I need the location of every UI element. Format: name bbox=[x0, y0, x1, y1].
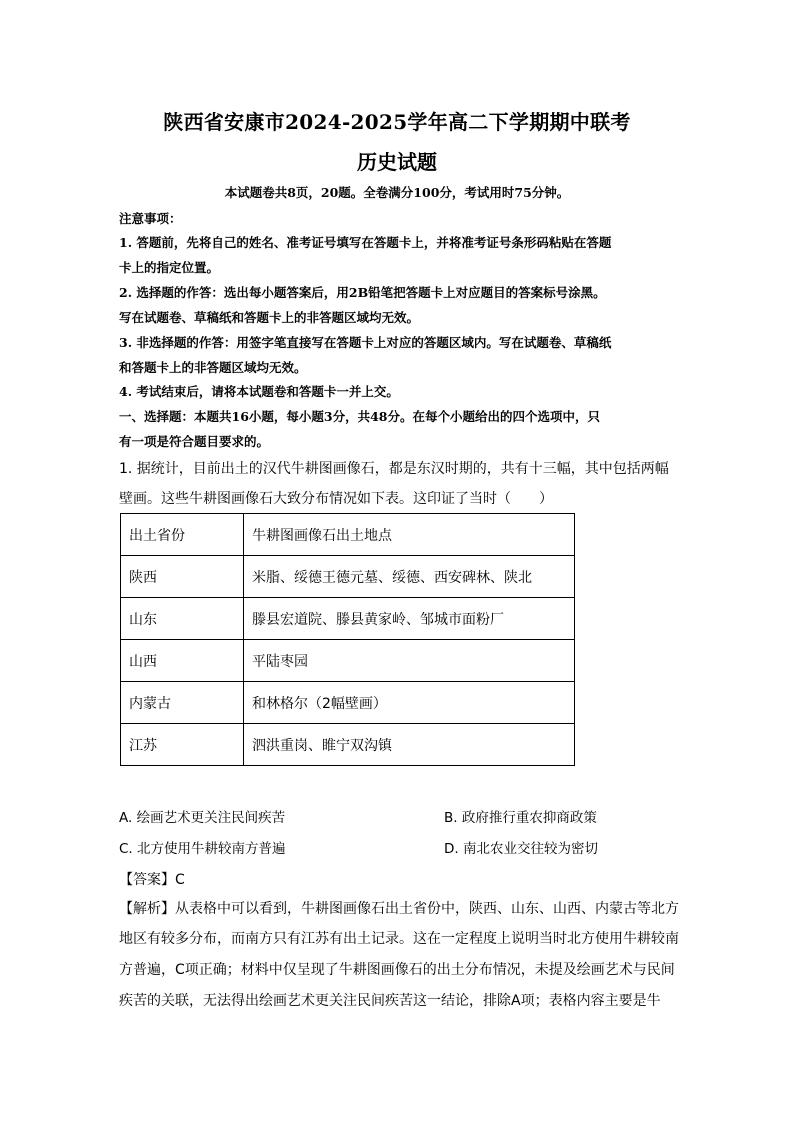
table-cell: 陕西 bbox=[121, 556, 244, 598]
table-cell: 平陆枣园 bbox=[244, 640, 575, 682]
explanation-line: 疾苦的关联，无法得出绘画艺术更关注民间疾苦这一结论，排除A项；表格内容主要是牛 bbox=[119, 993, 661, 1009]
question-stem: 壁画。这些牛耕图画像石大致分布情况如下表。这印证了当时（ ） bbox=[119, 491, 553, 507]
exam-meta: 本试题卷共8页，20题。全卷满分100分，考试用时75分钟。 bbox=[224, 185, 570, 200]
table-cell: 和林格尔（2幅壁画） bbox=[244, 682, 575, 724]
table-row bbox=[121, 724, 575, 766]
notice-line: 和答题卡上的非答题区域均无效。 bbox=[119, 360, 307, 375]
table-cell: 滕县宏道院、滕县黄家岭、邹城市面粉厂 bbox=[244, 598, 575, 640]
table-row bbox=[121, 598, 575, 640]
section-heading: 有一项是符合题目要求的。 bbox=[119, 434, 270, 449]
section-heading: 一、选择题：本题共16小题，每小题3分，共48分。在每个小题给出的四个选项中，只 bbox=[119, 409, 600, 424]
page-title: 陕西省安康市2024-2025学年高二下学期期中联考 bbox=[163, 110, 631, 134]
explanation-line: 方普遍，C项正确；材料中仅呈现了牛耕图画像石的出土分布情况，未提及绘画艺术与民间 bbox=[119, 962, 675, 978]
notice-line: 卡上的指定位置。 bbox=[119, 260, 220, 275]
table-header-row bbox=[121, 514, 575, 556]
table-row bbox=[121, 682, 575, 724]
table-header: 出土省份 bbox=[121, 514, 244, 556]
notice-line: 4. 考试结束后，请将本试题卷和答题卡一并上交。 bbox=[119, 384, 399, 399]
notice-line: 3. 非选择题的作答：用签字笔直接写在答题卡上对应的答题区域内。写在试题卷、草稿纸 bbox=[119, 335, 612, 350]
table-cell: 山东 bbox=[121, 598, 244, 640]
table-cell: 米脂、绥德王德元墓、绥德、西安碑林、陕北 bbox=[244, 556, 575, 598]
option-a: A. 绘画艺术更关注民间疾苦 bbox=[119, 810, 286, 826]
explanation-line: 地区有较多分布，而南方只有江苏有出土记录。这在一定程度上说明当时北方使用牛耕较南 bbox=[119, 931, 679, 947]
notice-line: 2. 选择题的作答：选出每小题答案后，用2B铅笔把答题卡上对应题目的答案标号涂黑。 bbox=[119, 285, 606, 300]
option-b: B. 政府推行重农抑商政策 bbox=[444, 810, 597, 826]
option-c: C. 北方使用牛耕较南方普遍 bbox=[119, 841, 286, 857]
notice-line: 1. 答题前，先将自己的姓名、准考证号填写在答题卡上，并将准考证号条形码粘贴在答题 bbox=[119, 235, 612, 250]
table-row bbox=[121, 640, 575, 682]
data-table bbox=[120, 513, 575, 766]
option-d: D. 南北农业交往较为密切 bbox=[444, 841, 598, 857]
explanation-line: 【解析】从表格中可以看到，牛耕图画像石出土省份中，陕西、山东、山西、内蒙古等北方 bbox=[119, 901, 679, 917]
question-stem: 1. 据统计，目前出土的汉代牛耕图画像石，都是东汉时期的，共有十三幅，其中包括两幅 bbox=[119, 461, 669, 477]
table-cell: 泗洪重岗、睢宁双沟镇 bbox=[244, 724, 575, 766]
notice-heading: 注意事项： bbox=[119, 211, 182, 226]
table-cell: 内蒙古 bbox=[121, 682, 244, 724]
table-cell: 山西 bbox=[121, 640, 244, 682]
table-header: 牛耕图画像石出土地点 bbox=[244, 514, 575, 556]
page-subtitle: 历史试题 bbox=[357, 150, 437, 174]
notice-line: 写在试题卷、草稿纸和答题卡上的非答题区域均无效。 bbox=[119, 310, 420, 325]
answer-line: 【答案】C bbox=[119, 872, 185, 888]
table-cell: 江苏 bbox=[121, 724, 244, 766]
table-row bbox=[121, 556, 575, 598]
